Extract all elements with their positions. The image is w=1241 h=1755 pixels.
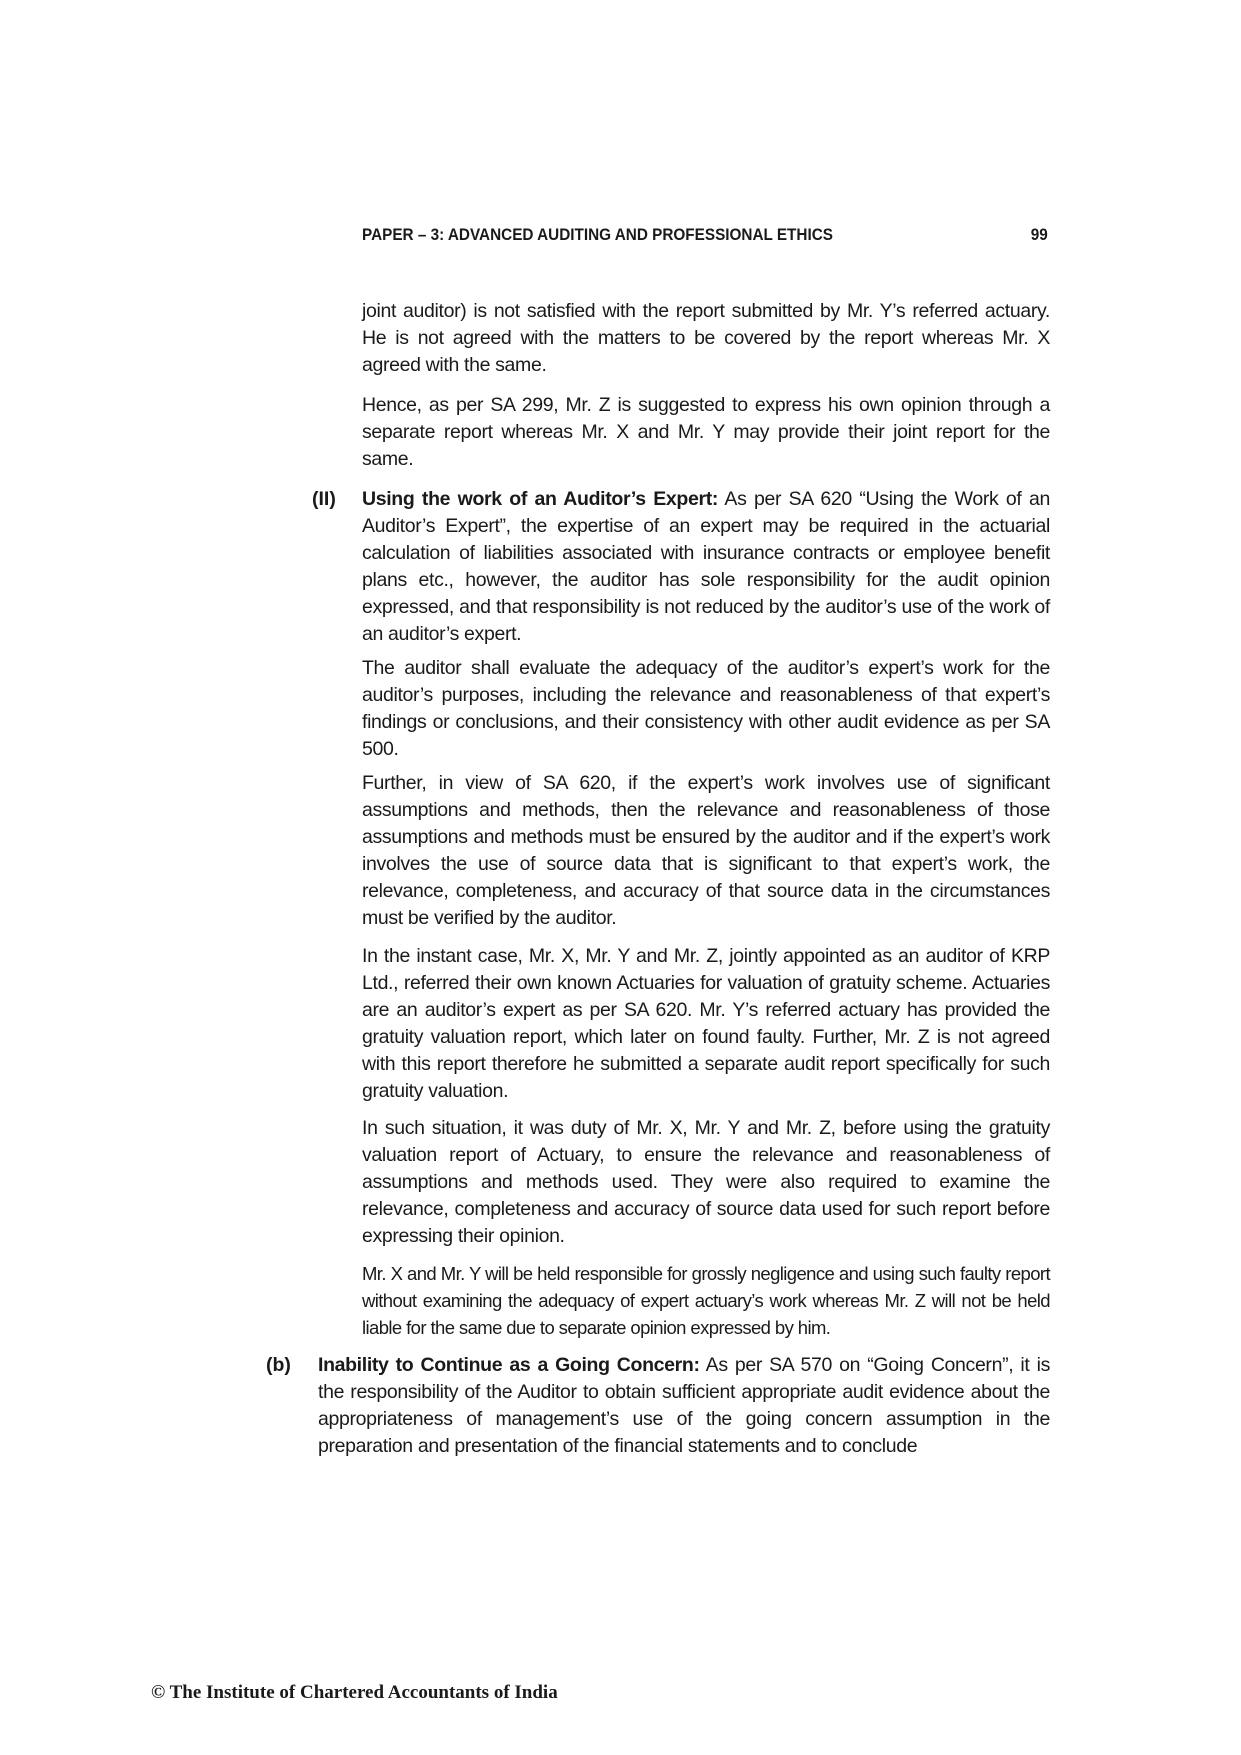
- paragraph-sa299: Hence, as per SA 299, Mr. Z is suggested to express his own opinion through a separate report whereas Mr. X and Mr. Y may provide their joint report for the same.: [362, 394, 1050, 470]
- footer-copyright: © The Institute of Chartered Accountants of India: [151, 1682, 558, 1703]
- page-number: 99: [1030, 225, 1048, 244]
- section-body-auditors-expert: As per SA 620 “Using the Work of an Auditor’s Expert”, the expertise of an expert may be required in the actuarial calculation of liabilities associated with insurance contracts or employee benefit plans etc., however, the auditor has sole responsibility for the audit opinion expressed, and that responsibility is not reduced by the auditor’s use of the work of an auditor’s expert.: [362, 488, 1050, 645]
- paragraph-responsibility: Mr. X and Mr. Y will be held responsible for grossly negligence and using such faulty report without examining the adequacy of expert actuary’s work whereas Mr. Z will not be held liable for the same due to separate opinion expressed by him.: [362, 1263, 1050, 1338]
- section-marker-b: (b): [266, 1354, 291, 1376]
- section-body-going-concern: As per SA 570 on “Going Concern”, it is the responsibility of the Auditor to obtain sufficient appropriate audit evidence about the appropriateness of management’s use of the going concern assumption in the preparation and presentation of the financial statements and to conclude: [318, 1354, 1050, 1457]
- paragraph-going-concern: [318, 1352, 1050, 1460]
- section-heading-going-concern: Inability to Continue as a Going Concern:: [318, 1354, 700, 1376]
- section-heading-auditors-expert: Using the work of an Auditor’s Expert:: [362, 488, 718, 510]
- paragraph-instant-case: In the instant case, Mr. X, Mr. Y and Mr. Z, jointly appointed as an auditor of KRP Ltd., referred their own known Actuaries for valuation of gratuity scheme. Actuaries are an auditor’s expert as per SA 620. Mr. Y’s referred actuary has provided the gratuity valuation report, which later on found faulty. Further, Mr. Z is not agreed with this report therefore he submitted a separate audit report specifically for such gratuity valuation.: [362, 945, 1050, 1102]
- paragraph-auditors-expert: [362, 486, 1050, 648]
- paragraph-adequacy: The auditor shall evaluate the adequacy of the auditor’s expert’s work for the auditor’s purposes, including the relevance and reasonableness of that expert’s findings or conclusions, and their consistency with other audit evidence as per SA 500.: [362, 657, 1050, 760]
- paragraph-sa620: Further, in view of SA 620, if the expert’s work involves use of significant assumptions and methods, then the relevance and reasonableness of those assumptions and methods must be ensured by the auditor and if the expert’s work involves the use of source data that is significant to that expert’s work, the relevance, completeness, and accuracy of that source data in the circumstances must be verified by the auditor.: [362, 772, 1050, 929]
- paragraph-situation: In such situation, it was duty of Mr. X, Mr. Y and Mr. Z, before using the gratuity valuation report of Actuary, to ensure the relevance and reasonableness of assumptions and methods used. They were also required to examine the relevance, completeness and accuracy of source data used for such report before expressing their opinion.: [362, 1117, 1050, 1247]
- header-title: PAPER – 3: ADVANCED AUDITING AND PROFESSIONAL ETHICS: [362, 225, 833, 244]
- paragraph-joint-auditor: joint auditor) is not satisfied with the report submitted by Mr. Y’s referred actuary. He is not agreed with the matters to be covered by the report whereas Mr. X agreed with the same.: [362, 300, 1050, 376]
- page-header: [362, 225, 1048, 245]
- section-marker-ii: (II): [312, 488, 336, 510]
